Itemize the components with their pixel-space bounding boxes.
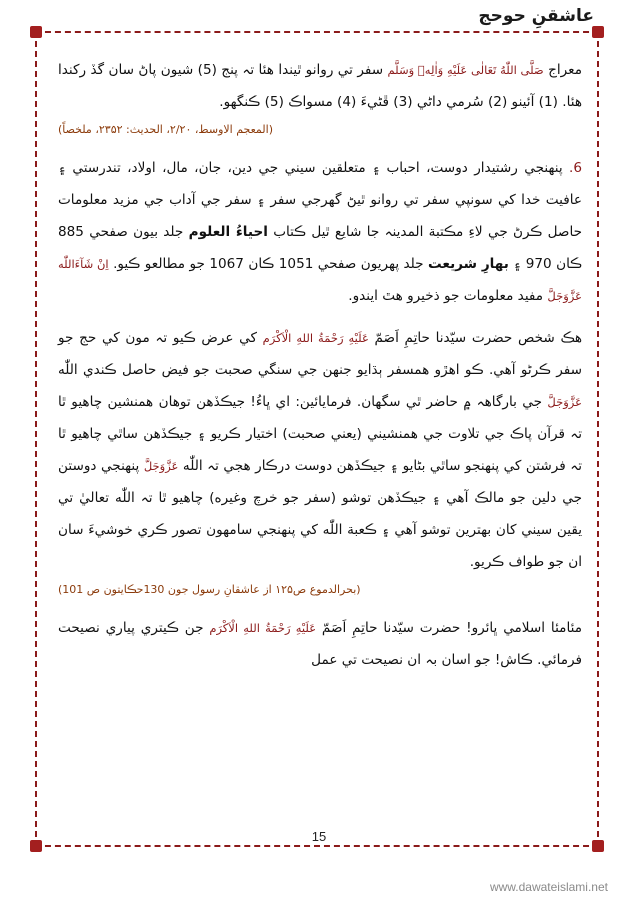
- honorific-rahmah: عَلَيْهِ رَحْمَةُ اللهِ الْاَكْرَم: [262, 331, 369, 345]
- text-run: مفيد معلومات جو ذخيرو هٿ ايندو.: [348, 288, 548, 304]
- text-run: پنهنجي رشتيدار دوست، احباب ۽ متعلقين سيني جي دين، جان، مال، اولاد، تندرستي ۽ عافيت خدا کي سونپي سفر تي روانو ٿيڻ گهرجي سفر ۽ سفر جي آداب جي مزيد معلومات حاصل ڪرڻ جي لاءِ مڪتبة المدينہ جا شايع ٿيل ڪتاب: [58, 160, 583, 240]
- honorific-rahmah: عَلَيْهِ رَحْمَةُ اللهِ الْاَكْرَم: [209, 621, 317, 635]
- honorific-salutation: صَلَّى اللّٰهُ تَعَالٰى عَلَيْهِ وَاٰلِهٖ وَسَلَّم: [387, 63, 544, 77]
- text-run: سفر تي روانو ٿيندا هئا تہ پنج (5) شيون پاڻ سان گڏ رکندا هئا. (1) آئينو (2) سُرمي داڻي (3) ڦڻيءَ (4) مسواڪ (5) ڪنگهو.: [58, 62, 582, 110]
- book-title-bahar: بهارِ شريعت: [428, 256, 509, 272]
- list-number: 6.: [562, 160, 582, 176]
- honorific-azza-wa-jall: عَزَّوَجَلَّ: [143, 459, 179, 473]
- honorific-inshallah: اِنْ شَآءَاللّٰه عَزَّوَجَلَّ: [58, 257, 582, 303]
- paragraph-miraj: [58, 54, 582, 118]
- page-body: [58, 54, 582, 676]
- corner-ornament-top-left: [30, 26, 42, 38]
- paragraph-closing: [58, 612, 582, 676]
- corner-ornament-top-right: [592, 26, 604, 38]
- text-run: جلد پهريون صفحي 1051 ڪان 1067 جو مطالعو ڪيو.: [108, 256, 429, 272]
- text-run: پنهنجي دوستن جي دلين جو مالڪ آهي ۽ جيڪڏهن توشو (سفر جو خرچ وغيره) چاهيو ٿا تہ اللّٰه تعاليٰ تي يقين سيني کان بهترين توشو آهي ۽ ڪعبة اللّٰه کي پنهنجي سامهون تصور ڪري خوشيءَ سان ان جو طواف ڪريو.: [58, 458, 582, 570]
- website-url[interactable]: www.dawateislami.net: [489, 880, 608, 894]
- text-run: معراج: [543, 62, 582, 78]
- text-run: جلد بيون صفحي 885 ڪان 970 ۽: [58, 224, 583, 272]
- honorific-azza-wa-jall: عَزَّوَجَلَّ: [547, 395, 582, 409]
- text-run: کي عرض ڪيو تہ مون کي حج جو سفر ڪرڻو آهي. ڪو اهڙو همسفر ٻڌايو جنهن جي سنگي صحبت جو فيض حاصل ڪندي اللّٰه: [58, 330, 582, 378]
- text-run: مئامئا اسلامي ڀائرو! حضرت سيّدنا حاتِمِ اَصَمّ: [316, 620, 582, 636]
- text-run: جن ڪيتري پياري نصيحت فرمائي. ڪاش! جو اسان بہ ان نصيحت تي عمل: [58, 620, 582, 668]
- text-run: جي بارگاهہ ۾ حاضر ٿي سگهان. فرمايائين: اي ڀاءُ! جيڪڏهن توهان همنشين چاهيو ٿا تہ قرآن پاڪ جي تلاوت جي همنشيني (يعني صحبت) اختيار ڪريو ۽ جيڪڏهن ساٿي چاهيو ٿا تہ فرشتن کي پنهنجو ساٿي بڻايو ۽ جيڪڏهن دوست درڪار هجي تہ اللّٰه: [58, 394, 582, 474]
- running-header-title: عاشقنِ حوحج: [478, 6, 594, 26]
- reference-citation: (بحرالدموع ص۱۲۵ از عاشقانِ رسول جون 130حڪايتون ص 101): [58, 583, 361, 596]
- book-title-ihya: احياءُ العلوم: [188, 224, 268, 240]
- reference-citation: (المعجم الاوسط، ۲/۲۰، الحديث: ۲۳۵۲، ملخصاً): [58, 123, 273, 136]
- paragraph-point-6: [58, 152, 582, 312]
- text-run: هڪ شخص حضرت سيّدنا حاتِمِ اَصَمّ: [368, 330, 582, 346]
- paragraph-hatim-story: [58, 322, 582, 578]
- page-number: 15: [311, 829, 327, 844]
